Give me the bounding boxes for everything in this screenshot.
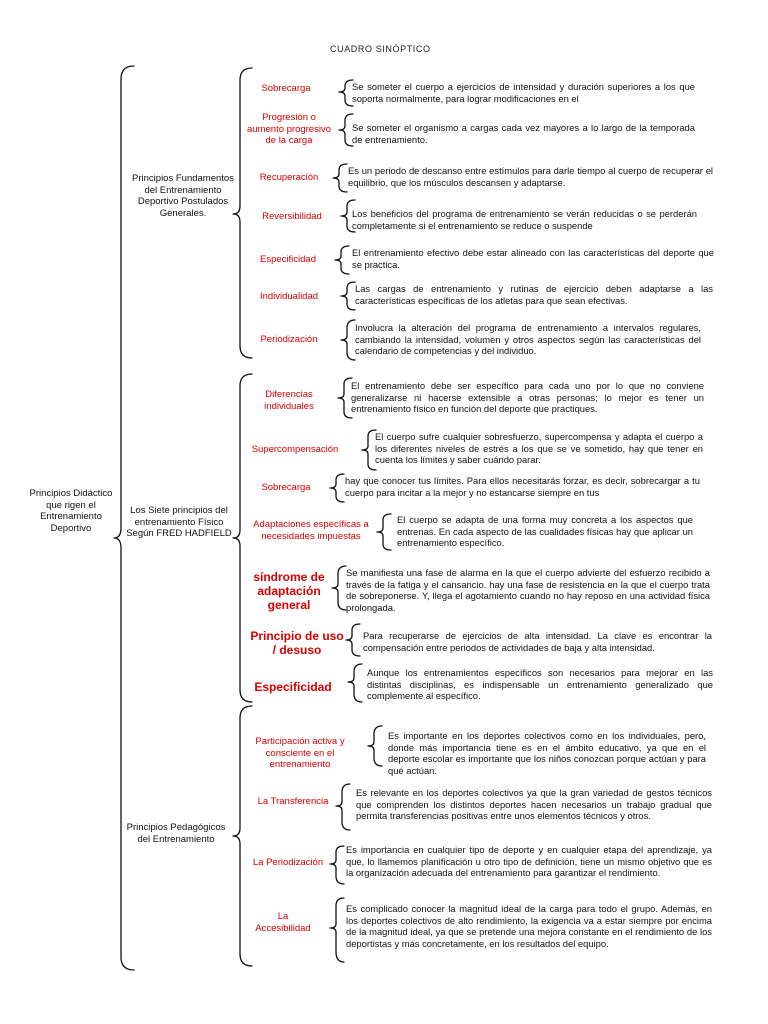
principle-label: La Transferencia xyxy=(257,796,329,807)
principle-label: Sobrecarga xyxy=(261,482,311,493)
principle-label: Supercompensación xyxy=(251,444,339,455)
root-topic: Principios Didáctico que rigen el Entrenamiento Deportivo xyxy=(29,488,113,534)
principle-description: Es un periodo de descanso entre estímulos para darle tiempo al cuerpo de recuperar el equilibrio, que los músculos descansen y adaptarse. xyxy=(348,165,713,188)
section-1-title: Principios Fundamentos del Entrenamiento Deportivo Postulados Generales. xyxy=(132,173,234,219)
principle-description: Para recuperarse de ejercicios de alta intensidad. La clave es encontrar la compensación entre periodos de actividades de baja y alta intensidad. xyxy=(363,630,712,653)
sub-brace-1-7 xyxy=(341,320,355,360)
sub-brace-1-6 xyxy=(341,282,355,310)
principle-description: Es complicado conocer la magnitud ideal de la carga para todo el grupo. Además, en los deportes colectivos de alto rendimiento, la exigencia va a estar siempre por encima de la magnitud ideal, ya que se pretende una mejora constante en el rendimiento de los deportistas y más concretamente, en los resultados del equipo. xyxy=(346,903,712,949)
principle-description: El entrenamiento debe ser específico para cada uno por lo que no conviene generalizarse ni hacerse extensible a otras personas; lo mejor es tener un entrenamiento físico en función del deporte que practiques. xyxy=(351,380,704,414)
principle-label: Especificidad xyxy=(260,254,316,265)
sub-brace-1-5 xyxy=(335,246,349,274)
principle-description: Las cargas de entrenamiento y rutinas de ejercicio deben adaptarse a las características específicas de los atletas para que sean efectivas. xyxy=(355,283,713,306)
sub-brace-3-2 xyxy=(336,784,350,830)
principle-description: Es importancia en cualquier tipo de deporte y en cualquier etapa del aprendizaje, ya que, lo llamemos planificación u otro tipo de definición, tiene un mismo objetivo que es la organización adecuada del entrenamiento para garantizar el rendimiento. xyxy=(346,844,712,878)
sub-brace-2-1 xyxy=(338,378,352,418)
principle-description: Es importante en los deportes colectivos como en los individuales, pero, donde más importancia tiene es en el ámbito educativo, ya que en el deporte escolar es importante que los niños conozcan porque actúan y para qué actúan. xyxy=(388,730,706,776)
principle-label: Individualidad xyxy=(259,291,319,302)
principle-description: Se someter el organismo a cargas cada vez mayores a lo largo de la temporada de entrenamiento. xyxy=(352,122,695,145)
sub-brace-3-1 xyxy=(368,726,382,766)
sub-brace-2-7 xyxy=(348,664,362,702)
principle-description: Se someter el cuerpo a ejercicios de intensidad y duración superiores a los que soporta normalmente, para lograr modificaciones en el xyxy=(352,81,695,104)
principle-description: Aunque los entrenamientos específicos son necesarios para mejorar en las distintas disciplinas, es indispensable un entrenamiento generalizado que complemente al específico. xyxy=(367,667,713,701)
sub-brace-2-2 xyxy=(362,430,376,470)
sub-brace-1-1 xyxy=(339,80,353,106)
principle-label: Diferencias individuales xyxy=(264,389,314,412)
principle-description: Se manifiesta una fase de alarma en la que el cuerpo advierte del esfuerzo recibido a través de la fatiga y el cansancio. hay una fase de resistencia en la que el cuerpo trata de sobreponerse. Y, llega el agotamiento cuando no hay reposo en una actividad física prolongada. xyxy=(346,567,710,613)
principle-description: Los beneficios del programa de entrenamiento se verán reducidas o se perderán completamente si el entrenamiento se reduce o suspende xyxy=(352,208,697,231)
principle-description: Es relevante en los deportes colectivos ya que la gran variedad de gestos técnicos que comprenden los distintos deportes hacen necesarios un trabajo gradual que permita transferencias positivas entre unos elementos técnicos y otros. xyxy=(356,787,712,821)
principle-description: El cuerpo se adapta de una forma muy concreta a los aspectos que entrenas. En cada aspecto de las cualidades físicas hay que aplicar un entrenamiento específico. xyxy=(397,514,693,548)
principle-label: Recuperación xyxy=(259,172,319,183)
page-title: CUADRO SINÓPTICO xyxy=(330,44,431,54)
sub-brace-3-3 xyxy=(330,846,344,884)
principle-description: El cuerpo sufre cualquier sobresfuerzo, supercompensa y adapta el cuerpo a los diferentes niveles de estrés a los que se ve sometido, hay que tener en cuenta los límites y saber cuándo parar. xyxy=(375,431,703,465)
principle-label: La Accesibilidad xyxy=(255,911,311,934)
principle-label: Reversibilidad xyxy=(262,211,322,222)
sub-brace-2-6 xyxy=(346,624,360,656)
section-2-title: Los Siete principios del entrenamiento Físico Según FRED HADFIELD xyxy=(126,505,232,539)
sub-brace-1-3 xyxy=(333,164,347,192)
principle-label: Participación activa y consciente en el entrenamiento xyxy=(255,736,345,770)
principle-label: Sobrecarga xyxy=(261,83,311,94)
principle-label: síndrome de adaptación general xyxy=(253,570,325,612)
principle-label: La Periodización xyxy=(252,857,324,868)
section-3-title: Principios Pedagógicos del Entrenamiento xyxy=(126,822,226,845)
principle-description: hay que conocer tus límites. Para ellos necesitarás forzar, es decir, sobrecargar a tu cuerpo para incitar a la mejor y no estancarse siempre en tus xyxy=(345,475,700,498)
principle-description: Involucra la alteración del programa de entrenamiento a intervalos regulares, cambiando la intensidad, volumen y otros aspectos según las características del calendario de competencias y del individuo. xyxy=(355,322,701,356)
sub-brace-3-4 xyxy=(330,898,344,962)
principle-label: Especificidad xyxy=(254,680,332,694)
principle-description: El entrenamiento efectivo debe estar alineado con las características del deporte que se practica. xyxy=(352,247,714,270)
principle-label: Periodización xyxy=(260,334,318,345)
principle-label: Adaptaciones específicas a necesidades impuestas xyxy=(253,519,369,542)
sub-brace-2-5 xyxy=(332,566,346,610)
sub-brace-1-2 xyxy=(339,114,353,146)
principle-label: Principio de uso / desuso xyxy=(250,629,344,657)
sub-brace-2-3 xyxy=(330,474,344,502)
principle-label: Progresión o aumento progresivo de la carga xyxy=(247,112,331,146)
